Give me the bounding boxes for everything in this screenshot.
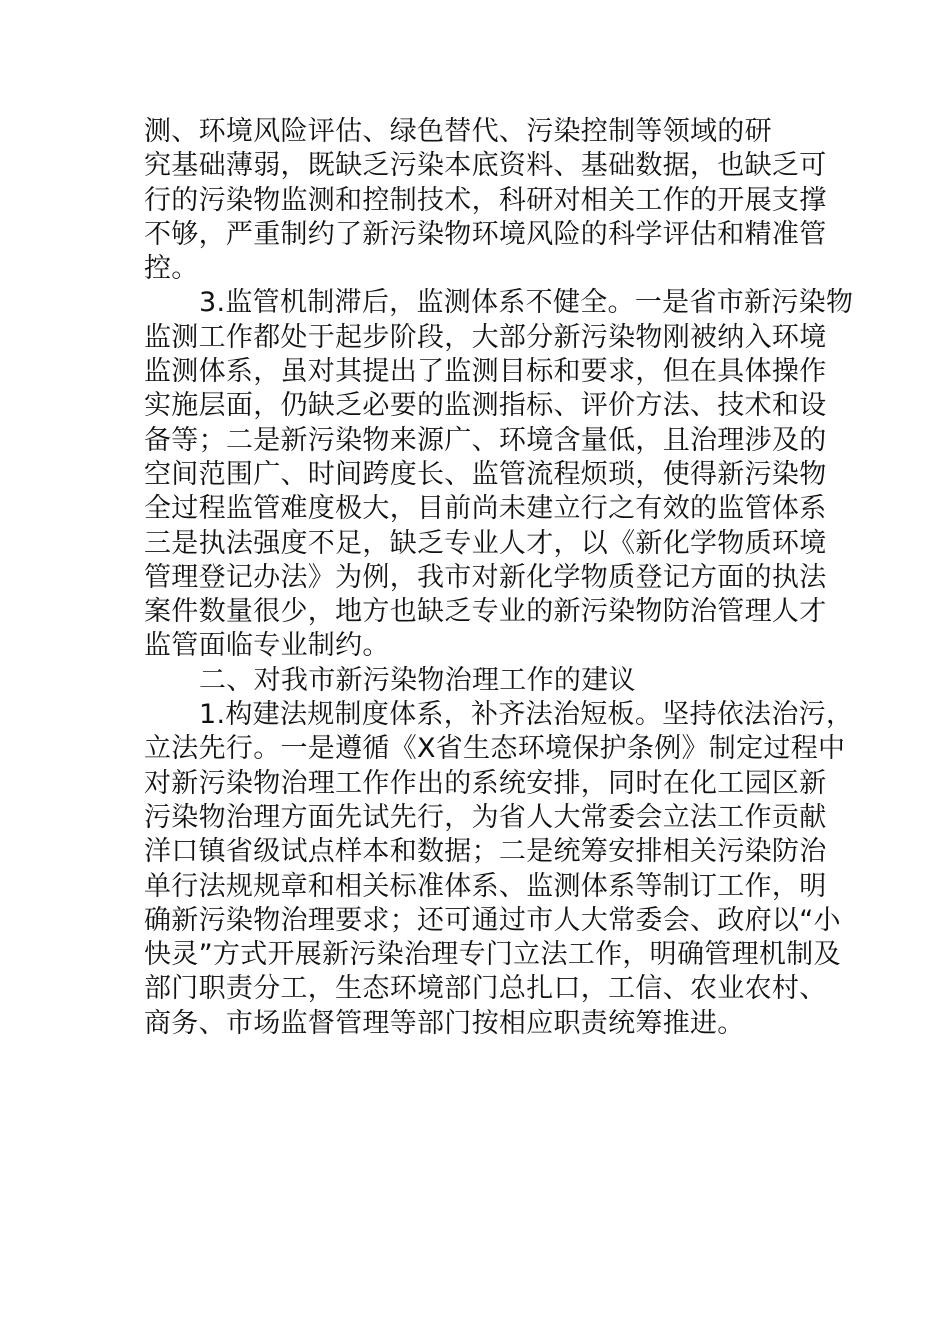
text-line: 污染物治理方面先试先行，为省人大常委会立法工作贡献	[144, 801, 827, 833]
text-line: 监测工作都处于起步阶段，大部分新污染物刚被纳入环境	[144, 321, 827, 353]
text-line: 确新污染物治理要求；还可通过市人大常委会、政府以“小	[144, 904, 841, 936]
text-line: 对新污染物治理工作作出的系统安排，同时在化工园区新	[144, 767, 827, 799]
text-line: 立法先行。一是遵循《X省生态环境保护条例》制定过程中	[144, 733, 846, 765]
text-line: 单行法规规章和相关标准体系、监测体系等制订工作，明	[144, 870, 827, 902]
text-line: 测、环境风险评估、绿色替代、污染控制等领域的研	[144, 116, 772, 147]
text-line: 商务、市场监督管理等部门按相应职责统筹推进。	[144, 1007, 745, 1039]
text-line: 空间范围广、时间跨度长、监管流程烦琐，使得新污染物	[144, 458, 827, 490]
paragraph-start-line: 3.监管机制滞后，监测体系不健全。一是省市新污染物	[199, 287, 854, 319]
text-line: 全过程监管难度极大，目前尚未建立行之有效的监管体系	[144, 493, 827, 525]
text-line: 备等；二是新污染物来源广、环境含量低，且治理涉及的	[144, 424, 827, 456]
text-line: 不够，严重制约了新污染物环境风险的科学评估和精准管	[144, 218, 827, 250]
text-line: 三是执法强度不足，缺乏专业人才，以《新化学物质环境	[144, 527, 827, 559]
text-line: 案件数量很少，地方也缺乏专业的新污染物防治管理人才	[144, 596, 827, 628]
body-text	[144, 115, 854, 1041]
text-line: 部门职责分工，生态环境部门总扎口，工信、农业农村、	[144, 973, 827, 1005]
text-line: 行的污染物监测和控制技术，科研对相关工作的开展支撑	[144, 184, 827, 216]
paragraph-start-line: 1.构建法规制度体系，补齐法治短板。坚持依法治污，	[199, 699, 854, 731]
text-line: 管理登记办法》为例，我市对新化学物质登记方面的执法	[144, 561, 827, 593]
text-line: 洋口镇省级试点样本和数据；二是统筹安排相关污染防治	[144, 836, 827, 868]
text-line: 控。	[144, 253, 199, 285]
section-heading: 二、对我市新污染物治理工作的建议	[199, 664, 636, 696]
text-line: 实施层面，仍缺乏必要的监测指标、评价方法、技术和设	[144, 390, 827, 422]
text-line: 监管面临专业制约。	[144, 630, 390, 662]
text-line: 监测体系，虽对其提出了监测目标和要求，但在具体操作	[144, 356, 827, 388]
text-line: 究基础薄弱，既缺乏污染本底资料、基础数据，也缺乏可	[144, 150, 827, 182]
text-line: 快灵”方式开展新污染治理专门立法工作，明确管理机制及	[144, 939, 841, 971]
